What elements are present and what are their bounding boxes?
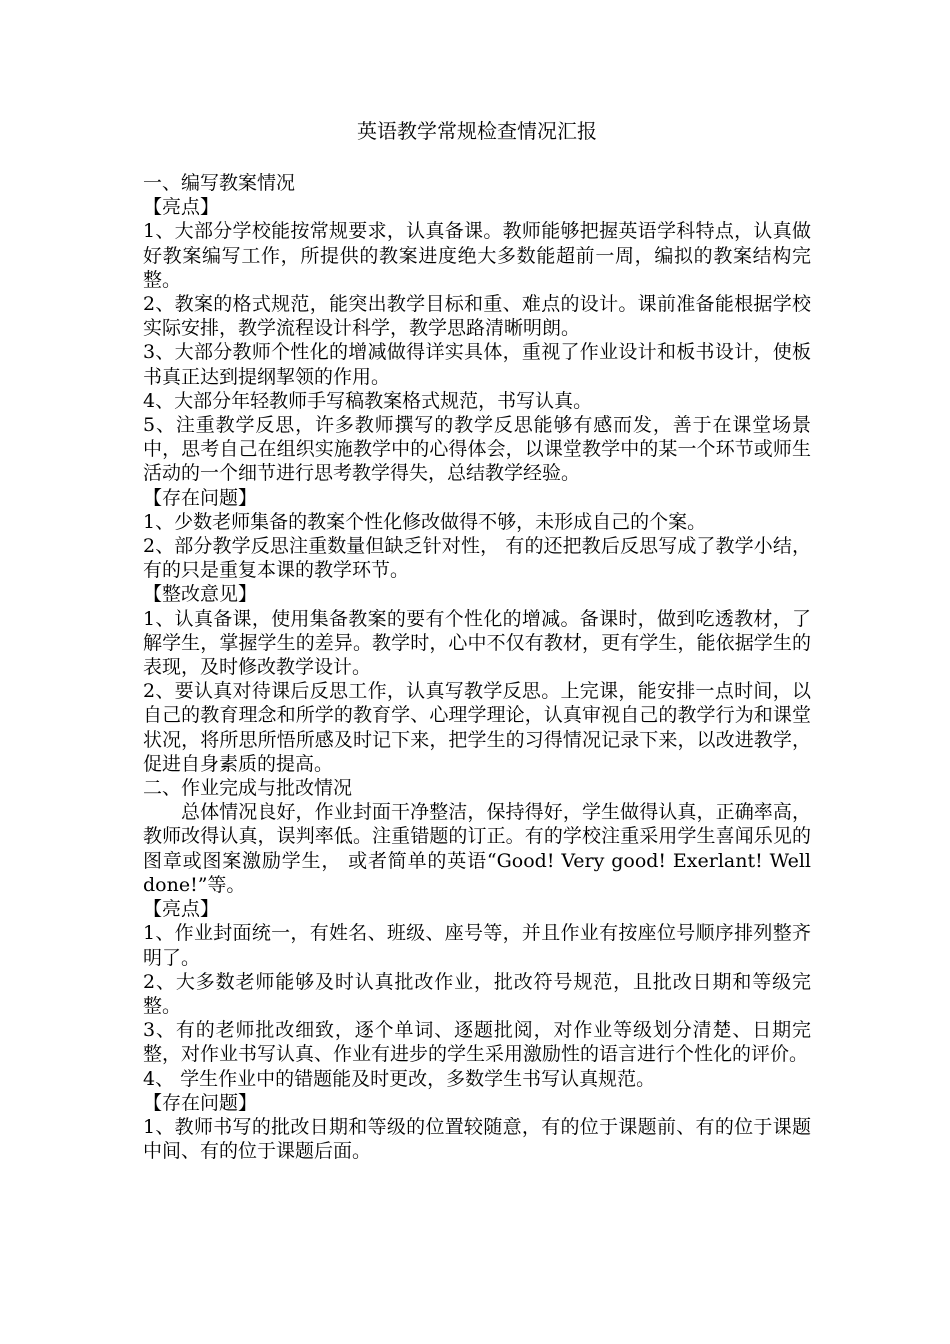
section2-highlight-item: 3、有的老师批改细致，逐个单词、逐题批阅，对作业等级划分清楚、日期完整，对作业书写认真、作业有进步的学生采用激励性的语言进行个性化的评价。 <box>143 1019 811 1066</box>
section1-highlight-item: 5、注重教学反思，许多教师撰写的教学反思能够有感而发，善于在课堂场景中，思考自己在组织实施教学中的心得体会，以课堂教学中的某一个环节或师生活动的一个细节进行思考教学得失，总结教学经验。 <box>143 414 811 485</box>
section2-problem-item: 1、教师书写的批改日期和等级的位置较随意，有的位于课题前、有的位于课题中间、有的位于课题后面。 <box>143 1115 811 1163</box>
section1-heading: 一、编写教案情况 <box>143 172 296 194</box>
section1-highlight-item: 4、大部分年轻教师手写稿教案格式规范，书写认真。 <box>143 389 593 412</box>
section2-highlight-item: 1、作业封面统一，有姓名、班级、座号等，并且作业有按座位号顺序排列整齐明了。 <box>143 922 811 969</box>
section2-intro: 总体情况良好，作业封面干净整洁，保持得好，学生做得认真，正确率高，教师改得认真，误判率低。注重错题的订正。有的学校注重采用学生喜闻乐见的图章或图案激励学生， 或者简单的英语“Good! Very good! Exerlant! Well done!”等。 <box>143 801 811 896</box>
section2-problems-label: 【存在问题】 <box>143 1091 258 1114</box>
section1-suggestions-label: 【整改意见】 <box>143 583 258 606</box>
section1-suggestion-item: 1、认真备课，使用集备教案的要有个性化的增减。备课时，做到吃透教材，了解学生，掌握学生的差异。教学时，心中不仅有教材，更有学生，能依据学生的表现，及时修改教学设计。 <box>143 607 811 679</box>
section1-highlights-label: 【亮点】 <box>143 196 220 219</box>
document-page <box>143 118 811 1163</box>
document-title: 英语教学常规检查情况汇报 <box>357 119 597 143</box>
section1-highlight-item: 3、大部分教师个性化的增减做得详实具体，重视了作业设计和板书设计，使板书真正达到提纲挈领的作用。 <box>143 341 811 388</box>
section2-highlights-label: 【亮点】 <box>143 898 220 921</box>
section1-problem-item: 2、部分教学反思注重数量但缺乏针对性， 有的还把教后反思写成了教学小结，有的只是重复本课的教学环节。 <box>143 535 811 582</box>
section1-highlight-item: 2、教案的格式规范，能突出教学目标和重、难点的设计。课前准备能根据学校实际安排，教学流程设计科学，教学思路清晰明朗。 <box>143 293 811 340</box>
section1-problem-item: 1、少数老师集备的教案个性化修改做得不够，未形成自己的个案。 <box>143 510 707 533</box>
section2-highlight-item: 4、 学生作业中的错题能及时更改，多数学生书写认真规范。 <box>143 1067 656 1090</box>
section1-problems-label: 【存在问题】 <box>143 486 258 509</box>
section2-highlight-item: 2、大多数老师能够及时认真批改作业，批改符号规范，且批改日期和等级完整。 <box>143 970 811 1017</box>
section2-heading: 二、作业完成与批改情况 <box>143 777 353 800</box>
section1-highlight-item: 1、大部分学校能按常规要求，认真备课。教师能够把握英语学科特点，认真做好教案编写工作，所提供的教案进度绝大多数能超前一周，编拟的教案结构完整。 <box>143 220 811 291</box>
section1-suggestion-item: 2、要认真对待课后反思工作，认真写教学反思。上完课，能安排一点时间，以自己的教育理念和所学的教育学、心理学理论，认真审视自己的教学行为和课堂状况，将所思所悟所感及时记下来，把学生的习得情况记录下来，以改进教学，促进自身素质的提高。 <box>143 680 811 775</box>
